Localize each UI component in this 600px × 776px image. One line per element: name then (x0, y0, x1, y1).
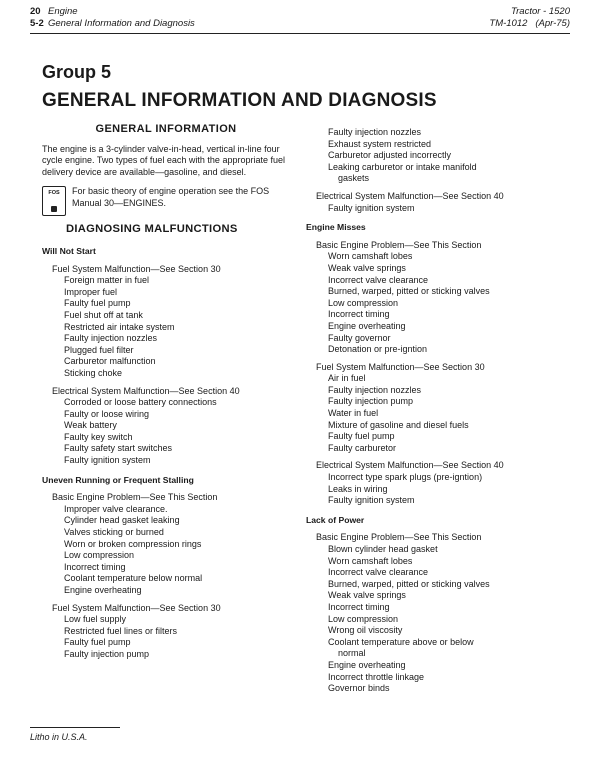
manual-number: TM-1012 (489, 18, 528, 29)
footer-rule (30, 727, 120, 728)
list-item: Exhaust system restricted (328, 138, 432, 149)
list-item: Engine overheating (328, 659, 406, 670)
list-item: Leaks in wiring (328, 483, 388, 494)
list-item: Faulty injection nozzles (328, 127, 422, 137)
list-item: Faulty fuel pump (328, 431, 395, 442)
list-item: Corroded or loose battery connections (64, 397, 217, 408)
wns-elec-group (52, 386, 290, 467)
list-item: Faulty ignition system (328, 495, 415, 506)
list-item: Incorrect timing (64, 561, 126, 572)
list-item: Faulty fuel pump (64, 298, 131, 309)
ur-fuel-title: Fuel System Malfunction—See Section 30 (52, 602, 221, 613)
list-item: Burned, warped, pitted or sticking valves (328, 578, 490, 589)
ur-fuel-continued (316, 127, 576, 185)
ur-basic-title: Basic Engine Problem—See This Section (52, 492, 218, 503)
wns-fuel-title: Fuel System Malfunction—See Section 30 (52, 263, 221, 274)
em-basic-title: Basic Engine Problem—See This Section (316, 239, 482, 250)
list-item: Low compression (328, 613, 399, 624)
list-item: Coolant temperature above or below (328, 636, 474, 647)
ur-fuel-list-continued (316, 127, 576, 173)
list-item: Governor binds (328, 683, 390, 694)
general-info-paragraph: The engine is a 3-cylinder valve-in-head, vertical in-line four cycle engine. Two types of fuel each with the appropriate fuel delivery device are available—gasoline, and diesel. (42, 143, 285, 177)
list-item: Foreign matter in fuel (64, 275, 150, 286)
model-label: Tractor - 1520 (511, 6, 570, 17)
list-item: Restricted air intake system (64, 321, 175, 332)
fos-note-text: For basic theory of engine operation see the FOS Manual 30—ENGINES. (72, 186, 270, 208)
list-item-wrap: gaskets (338, 173, 370, 184)
list-item: Incorrect timing (328, 601, 390, 612)
list-item: Faulty carburetor (328, 442, 397, 453)
list-item-wrap: normal (338, 648, 366, 659)
header-subtitle: General Information and Diagnosis (48, 18, 195, 29)
list-item: Faulty governor (328, 332, 391, 343)
footer-note: Litho in U.S.A. (30, 732, 88, 742)
list-item: Carburetor adjusted incorrectly (328, 150, 452, 161)
header-right (489, 6, 570, 30)
list-item: Incorrect valve clearance (328, 567, 429, 578)
list-item: Faulty or loose wiring (64, 408, 150, 419)
list-item: Cylinder head gasket leaking (64, 515, 180, 526)
list-item: Faulty fuel pump (64, 637, 131, 648)
right-column (306, 127, 576, 701)
ur-basic-list (52, 504, 290, 597)
wns-fuel-group (52, 264, 290, 380)
group-label: Group 5 (42, 62, 112, 82)
list-item: Detonation or pre-igntion (328, 344, 428, 355)
list-item: Engine overheating (64, 585, 142, 595)
ur-elec-list (316, 203, 576, 215)
ur-fuel-list (52, 614, 290, 660)
list-item: Worn camshaft lobes (328, 555, 413, 566)
list-item: Burned, warped, pitted or sticking valves (328, 286, 490, 297)
left-column (42, 124, 290, 667)
category-lack-of-power: Lack of Power (306, 514, 365, 525)
em-fuel-title: Fuel System Malfunction—See Section 30 (316, 361, 485, 372)
list-item: Water in fuel (328, 408, 379, 419)
list-item: Leaking carburetor or intake manifold (328, 161, 477, 172)
general-info-heading: GENERAL INFORMATION (95, 123, 237, 135)
category-engine-misses: Engine Misses (306, 222, 366, 233)
list-item: Incorrect type spark plugs (pre-igntion) (328, 472, 483, 483)
list-item: Mixture of gasoline and diesel fuels (328, 419, 469, 430)
list-item: Faulty ignition system (64, 455, 151, 466)
lp-basic-group (316, 532, 576, 694)
list-item: Faulty injection nozzles (64, 333, 158, 344)
em-elec-group (316, 460, 576, 506)
list-item: Sticking choke (64, 367, 123, 378)
fos-manual-icon (42, 186, 66, 216)
list-item: Air in fuel (328, 373, 366, 384)
header-rule (30, 33, 570, 34)
list-item: Incorrect valve clearance (328, 274, 429, 285)
wns-elec-title: Electrical System Malfunction—See Section 40 (52, 385, 240, 396)
list-item: Low compression (328, 297, 399, 308)
em-basic-list (316, 251, 576, 355)
em-basic-group (316, 240, 576, 356)
lp-basic-list-b (316, 660, 576, 695)
list-item: Low fuel supply (64, 614, 127, 625)
ur-fuel-group (52, 603, 290, 661)
list-item: Valves sticking or burned (64, 527, 164, 538)
list-item: Coolant temperature below normal (64, 573, 203, 584)
list-item: Faulty ignition system (328, 202, 415, 213)
ur-elec-group (316, 191, 576, 214)
list-item: Improper valve clearance. (64, 503, 168, 514)
list-item: Faulty safety start switches (64, 443, 173, 454)
manual-date: (Apr-75) (535, 18, 570, 29)
list-item: Weak battery (64, 420, 117, 431)
em-elec-title: Electrical System Malfunction—See Section 40 (316, 460, 504, 471)
fos-note (42, 186, 290, 216)
page-ref: 5-2 (30, 18, 44, 29)
list-item: Incorrect throttle linkage (328, 671, 425, 682)
category-uneven-running: Uneven Running or Frequent Stalling (42, 474, 194, 485)
list-item: Faulty injection pump (328, 396, 414, 407)
list-item: Engine overheating (328, 320, 406, 331)
list-item: Worn camshaft lobes (328, 251, 413, 262)
em-fuel-group (316, 362, 576, 455)
list-item: Faulty key switch (64, 431, 133, 442)
manual-ref (489, 18, 570, 30)
ur-elec-title: Electrical System Malfunction—See Section 40 (316, 190, 504, 201)
list-item: Faulty injection nozzles (328, 384, 422, 395)
lp-basic-title: Basic Engine Problem—See This Section (316, 532, 482, 543)
list-item: Improper fuel (64, 286, 118, 297)
list-item: Faulty injection pump (64, 648, 150, 659)
diagnosing-heading: DIAGNOSING MALFUNCTIONS (66, 223, 238, 236)
list-item: Fuel shut off at tank (64, 309, 143, 320)
list-item: Plugged fuel filter (64, 344, 134, 355)
list-item: Weak valve springs (328, 590, 406, 601)
lp-basic-list-a (316, 544, 576, 648)
wns-elec-list (52, 397, 290, 467)
page-title: GENERAL INFORMATION AND DIAGNOSIS (42, 90, 437, 111)
list-item: Weak valve springs (328, 262, 406, 273)
section-title: Engine (48, 6, 78, 17)
em-elec-list (316, 472, 576, 507)
list-item: Blown cylinder head gasket (328, 544, 438, 554)
category-will-not-start: Will Not Start (42, 245, 96, 256)
ur-basic-group (52, 492, 290, 596)
list-item: Incorrect timing (328, 309, 390, 320)
header-left (30, 6, 195, 30)
page-number: 20 (30, 6, 41, 17)
list-item: Wrong oil viscosity (328, 625, 403, 636)
list-item: Worn or broken compression rings (64, 538, 202, 549)
list-item: Low compression (64, 550, 135, 561)
em-fuel-list (316, 373, 576, 454)
fos-icon-text: FOS (48, 190, 60, 197)
wns-fuel-list (52, 275, 290, 379)
list-item: Carburetor malfunction (64, 356, 156, 367)
list-item: Restricted fuel lines or filters (64, 625, 178, 636)
